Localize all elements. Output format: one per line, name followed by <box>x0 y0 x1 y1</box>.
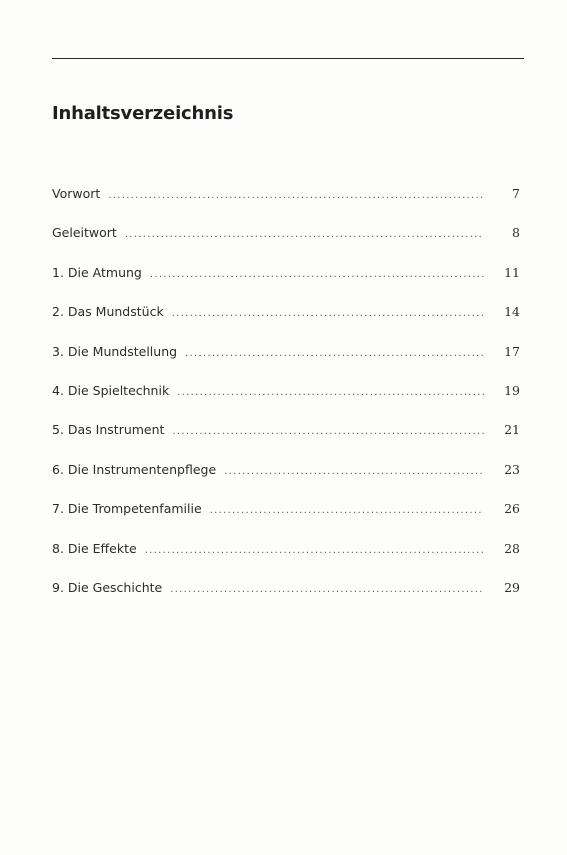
toc-entry-page: 8 <box>512 225 520 241</box>
dot-leader <box>172 427 484 437</box>
toc-entry-page: 14 <box>504 304 520 320</box>
toc-entry-atmung <box>52 265 520 304</box>
toc-entry-label: 4. Die Spieltechnik <box>52 382 170 398</box>
dot-leader <box>150 270 484 280</box>
toc-entry-label: 7. Die Trompetenfamilie <box>52 501 202 517</box>
toc-entry-page: 11 <box>504 264 520 280</box>
toc-entry-page: 26 <box>504 501 520 517</box>
dot-leader <box>224 467 484 477</box>
toc-entry-label: Vorwort <box>52 186 101 201</box>
dot-leader <box>108 191 484 201</box>
dot-leader <box>172 309 484 319</box>
dot-leader <box>125 230 484 240</box>
toc-entry-mundstueck <box>52 304 520 343</box>
toc-entry-trompetenfamilie <box>52 501 520 540</box>
table-of-contents <box>52 186 520 619</box>
dot-leader <box>170 585 484 595</box>
toc-entry-instrumentenpflege <box>52 462 520 501</box>
toc-entry-page: 23 <box>504 461 520 477</box>
page-title: Inhaltsverzeichnis <box>52 103 234 124</box>
toc-entry-page: 28 <box>504 540 520 556</box>
toc-entry-label: 3. Die Mundstellung <box>52 343 178 359</box>
top-rule <box>52 58 524 59</box>
toc-entry-mundstellung <box>52 344 520 383</box>
dot-leader <box>185 349 484 359</box>
toc-entry-label: 2. Das Mundstück <box>52 304 164 320</box>
toc-entry-instrument <box>52 422 520 461</box>
toc-entry-geschichte <box>52 580 520 619</box>
toc-entry-label: 5. Das Instrument <box>52 422 165 438</box>
toc-entry-page: 17 <box>504 343 520 359</box>
toc-entry-label: 8. Die Effekte <box>52 540 137 556</box>
toc-entry-label: 1. Die Atmung <box>52 264 142 280</box>
toc-entry-page: 29 <box>504 579 520 595</box>
toc-entry-geleitwort <box>52 225 520 264</box>
toc-entry-spieltechnik <box>52 383 520 422</box>
toc-entry-page: 21 <box>504 422 520 438</box>
toc-entry-label: 9. Die Geschichte <box>52 579 163 595</box>
toc-entry-vorwort <box>52 186 520 225</box>
dot-leader <box>210 506 484 516</box>
toc-entry-page: 7 <box>512 186 520 201</box>
toc-entry-effekte <box>52 541 520 580</box>
toc-entry-page: 19 <box>504 382 520 398</box>
toc-entry-label: 6. Die Instrumentenpflege <box>52 461 217 477</box>
toc-entry-label: Geleitwort <box>52 225 117 241</box>
dot-leader <box>177 388 484 398</box>
dot-leader <box>145 546 484 556</box>
